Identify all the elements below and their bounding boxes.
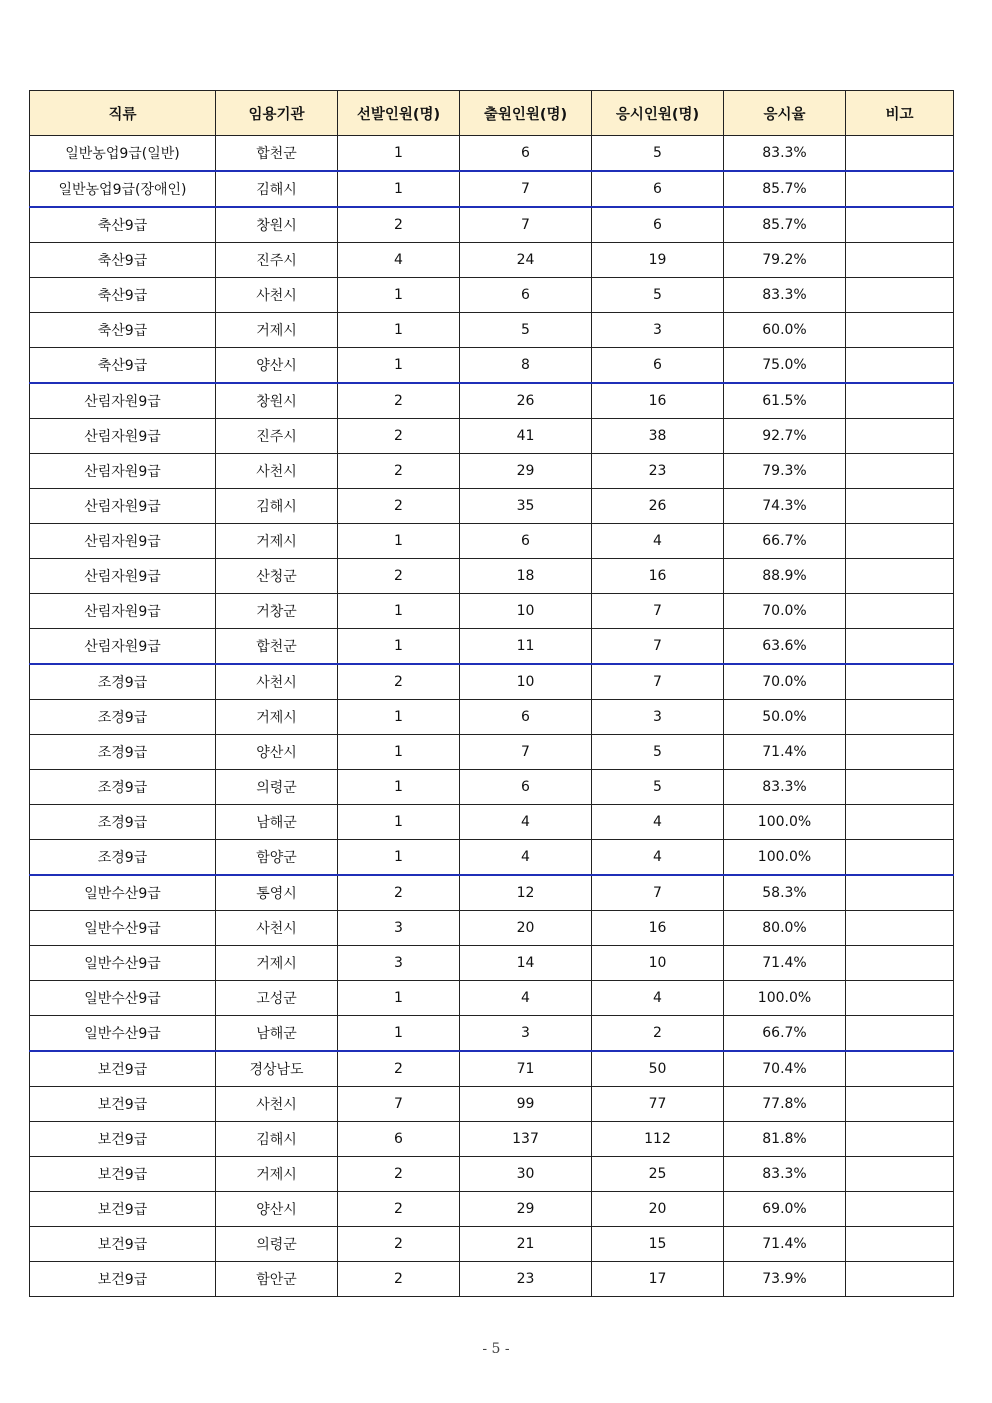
cell-selected: 2	[338, 419, 460, 454]
cell-note	[846, 1051, 954, 1087]
cell-job: 보건9급	[30, 1227, 216, 1262]
cell-agency: 양산시	[216, 1192, 338, 1227]
cell-note	[846, 911, 954, 946]
cell-job: 일반수산9급	[30, 1016, 216, 1052]
cell-agency: 의령군	[216, 1227, 338, 1262]
cell-note	[846, 629, 954, 665]
cell-agency: 거제시	[216, 313, 338, 348]
cell-took: 6	[592, 207, 724, 243]
cell-took: 7	[592, 664, 724, 700]
cell-note	[846, 278, 954, 313]
cell-applied: 10	[460, 664, 592, 700]
cell-note	[846, 348, 954, 384]
table-row	[30, 911, 954, 946]
cell-selected: 2	[338, 383, 460, 419]
cell-rate: 85.7%	[724, 207, 846, 243]
table-row	[30, 1227, 954, 1262]
cell-agency: 의령군	[216, 770, 338, 805]
cell-applied: 29	[460, 1192, 592, 1227]
cell-applied: 6	[460, 770, 592, 805]
cell-applied: 7	[460, 735, 592, 770]
cell-rate: 79.2%	[724, 243, 846, 278]
cell-job: 보건9급	[30, 1157, 216, 1192]
cell-note	[846, 524, 954, 559]
cell-rate: 50.0%	[724, 700, 846, 735]
cell-applied: 3	[460, 1016, 592, 1052]
cell-agency: 김해시	[216, 1122, 338, 1157]
cell-rate: 80.0%	[724, 911, 846, 946]
cell-rate: 88.9%	[724, 559, 846, 594]
cell-agency: 거제시	[216, 1157, 338, 1192]
cell-selected: 1	[338, 770, 460, 805]
table-row	[30, 171, 954, 207]
col-header-agency: 임용기관	[216, 91, 338, 136]
cell-rate: 100.0%	[724, 805, 846, 840]
table-row	[30, 1262, 954, 1297]
cell-rate: 81.8%	[724, 1122, 846, 1157]
cell-took: 3	[592, 313, 724, 348]
cell-note	[846, 489, 954, 524]
cell-applied: 21	[460, 1227, 592, 1262]
cell-job: 일반수산9급	[30, 875, 216, 911]
cell-took: 26	[592, 489, 724, 524]
cell-agency: 사천시	[216, 911, 338, 946]
table-row	[30, 1016, 954, 1052]
table-row	[30, 875, 954, 911]
table-row	[30, 1157, 954, 1192]
cell-selected: 1	[338, 594, 460, 629]
cell-job: 일반수산9급	[30, 911, 216, 946]
cell-agency: 경상남도	[216, 1051, 338, 1087]
cell-selected: 6	[338, 1122, 460, 1157]
table-row	[30, 594, 954, 629]
header-row	[30, 91, 954, 136]
cell-agency: 거제시	[216, 946, 338, 981]
col-header-job: 직류	[30, 91, 216, 136]
cell-applied: 14	[460, 946, 592, 981]
cell-selected: 2	[338, 1262, 460, 1297]
cell-note	[846, 875, 954, 911]
cell-rate: 70.4%	[724, 1051, 846, 1087]
cell-applied: 30	[460, 1157, 592, 1192]
cell-rate: 61.5%	[724, 383, 846, 419]
cell-rate: 70.0%	[724, 594, 846, 629]
cell-applied: 11	[460, 629, 592, 665]
cell-agency: 진주시	[216, 419, 338, 454]
col-header-rate: 응시율	[724, 91, 846, 136]
cell-took: 4	[592, 805, 724, 840]
cell-job: 산림자원9급	[30, 594, 216, 629]
cell-note	[846, 594, 954, 629]
cell-rate: 83.3%	[724, 1157, 846, 1192]
cell-job: 일반수산9급	[30, 981, 216, 1016]
cell-applied: 6	[460, 524, 592, 559]
table-row	[30, 700, 954, 735]
cell-job: 산림자원9급	[30, 419, 216, 454]
cell-note	[846, 454, 954, 489]
exam-statistics-table	[29, 90, 954, 1297]
cell-took: 5	[592, 136, 724, 172]
cell-job: 조경9급	[30, 664, 216, 700]
cell-applied: 7	[460, 207, 592, 243]
cell-job: 산림자원9급	[30, 383, 216, 419]
cell-rate: 74.3%	[724, 489, 846, 524]
cell-applied: 12	[460, 875, 592, 911]
col-header-note: 비고	[846, 91, 954, 136]
cell-applied: 10	[460, 594, 592, 629]
cell-took: 19	[592, 243, 724, 278]
table-row	[30, 1122, 954, 1157]
cell-note	[846, 419, 954, 454]
cell-rate: 75.0%	[724, 348, 846, 384]
cell-applied: 6	[460, 278, 592, 313]
cell-took: 15	[592, 1227, 724, 1262]
cell-applied: 26	[460, 383, 592, 419]
cell-note	[846, 805, 954, 840]
cell-agency: 고성군	[216, 981, 338, 1016]
cell-agency: 양산시	[216, 735, 338, 770]
cell-took: 5	[592, 735, 724, 770]
cell-took: 112	[592, 1122, 724, 1157]
table-row	[30, 770, 954, 805]
cell-agency: 산청군	[216, 559, 338, 594]
cell-took: 5	[592, 770, 724, 805]
cell-selected: 1	[338, 805, 460, 840]
cell-selected: 3	[338, 911, 460, 946]
cell-note	[846, 1192, 954, 1227]
cell-note	[846, 136, 954, 172]
cell-selected: 1	[338, 348, 460, 384]
cell-note	[846, 981, 954, 1016]
cell-took: 20	[592, 1192, 724, 1227]
cell-note	[846, 207, 954, 243]
cell-job: 조경9급	[30, 735, 216, 770]
col-header-selected: 선발인원(명)	[338, 91, 460, 136]
cell-applied: 4	[460, 840, 592, 876]
cell-job: 축산9급	[30, 278, 216, 313]
table-row	[30, 1051, 954, 1087]
cell-selected: 2	[338, 207, 460, 243]
cell-note	[846, 735, 954, 770]
cell-job: 조경9급	[30, 840, 216, 876]
cell-selected: 1	[338, 136, 460, 172]
cell-agency: 합천군	[216, 136, 338, 172]
cell-took: 17	[592, 1262, 724, 1297]
table-row	[30, 735, 954, 770]
cell-selected: 1	[338, 171, 460, 207]
cell-agency: 창원시	[216, 383, 338, 419]
cell-applied: 24	[460, 243, 592, 278]
cell-note	[846, 171, 954, 207]
cell-selected: 1	[338, 278, 460, 313]
table-row	[30, 946, 954, 981]
cell-applied: 8	[460, 348, 592, 384]
cell-selected: 1	[338, 524, 460, 559]
cell-selected: 1	[338, 629, 460, 665]
cell-applied: 20	[460, 911, 592, 946]
table-row	[30, 136, 954, 172]
cell-applied: 7	[460, 171, 592, 207]
cell-note	[846, 559, 954, 594]
cell-took: 16	[592, 559, 724, 594]
cell-took: 7	[592, 594, 724, 629]
cell-note	[846, 770, 954, 805]
cell-rate: 100.0%	[724, 840, 846, 876]
table-row	[30, 840, 954, 876]
cell-selected: 4	[338, 243, 460, 278]
cell-agency: 함안군	[216, 1262, 338, 1297]
cell-selected: 2	[338, 489, 460, 524]
cell-took: 2	[592, 1016, 724, 1052]
cell-job: 일반수산9급	[30, 946, 216, 981]
cell-agency: 창원시	[216, 207, 338, 243]
cell-agency: 거창군	[216, 594, 338, 629]
table-row	[30, 207, 954, 243]
cell-rate: 71.4%	[724, 1227, 846, 1262]
cell-rate: 66.7%	[724, 524, 846, 559]
cell-applied: 41	[460, 419, 592, 454]
cell-applied: 99	[460, 1087, 592, 1122]
cell-rate: 66.7%	[724, 1016, 846, 1052]
cell-job: 보건9급	[30, 1262, 216, 1297]
table-row	[30, 278, 954, 313]
cell-selected: 2	[338, 1192, 460, 1227]
cell-job: 산림자원9급	[30, 489, 216, 524]
cell-took: 16	[592, 383, 724, 419]
cell-selected: 2	[338, 1051, 460, 1087]
cell-note	[846, 1016, 954, 1052]
table-body	[30, 136, 954, 1297]
cell-applied: 4	[460, 981, 592, 1016]
cell-job: 보건9급	[30, 1192, 216, 1227]
cell-took: 4	[592, 840, 724, 876]
table-row	[30, 805, 954, 840]
cell-note	[846, 1087, 954, 1122]
cell-selected: 2	[338, 1157, 460, 1192]
cell-took: 5	[592, 278, 724, 313]
cell-note	[846, 1157, 954, 1192]
cell-took: 7	[592, 875, 724, 911]
cell-job: 축산9급	[30, 243, 216, 278]
cell-applied: 23	[460, 1262, 592, 1297]
table-row	[30, 981, 954, 1016]
cell-selected: 2	[338, 1227, 460, 1262]
table-row	[30, 559, 954, 594]
cell-took: 38	[592, 419, 724, 454]
cell-selected: 1	[338, 700, 460, 735]
cell-took: 7	[592, 629, 724, 665]
cell-took: 6	[592, 171, 724, 207]
cell-job: 산림자원9급	[30, 524, 216, 559]
table-row	[30, 1192, 954, 1227]
cell-applied: 6	[460, 136, 592, 172]
cell-job: 일반농업9급(장애인)	[30, 171, 216, 207]
cell-job: 조경9급	[30, 700, 216, 735]
cell-took: 16	[592, 911, 724, 946]
cell-rate: 60.0%	[724, 313, 846, 348]
cell-job: 축산9급	[30, 348, 216, 384]
cell-selected: 7	[338, 1087, 460, 1122]
cell-took: 23	[592, 454, 724, 489]
cell-selected: 3	[338, 946, 460, 981]
cell-selected: 2	[338, 875, 460, 911]
table-row	[30, 629, 954, 665]
cell-rate: 79.3%	[724, 454, 846, 489]
cell-note	[846, 383, 954, 419]
cell-rate: 63.6%	[724, 629, 846, 665]
cell-rate: 69.0%	[724, 1192, 846, 1227]
cell-job: 보건9급	[30, 1087, 216, 1122]
cell-rate: 83.3%	[724, 278, 846, 313]
cell-took: 50	[592, 1051, 724, 1087]
cell-rate: 85.7%	[724, 171, 846, 207]
cell-applied: 18	[460, 559, 592, 594]
cell-applied: 35	[460, 489, 592, 524]
cell-note	[846, 1227, 954, 1262]
cell-selected: 2	[338, 559, 460, 594]
cell-applied: 137	[460, 1122, 592, 1157]
cell-applied: 29	[460, 454, 592, 489]
cell-rate: 100.0%	[724, 981, 846, 1016]
cell-job: 조경9급	[30, 805, 216, 840]
cell-job: 일반농업9급(일반)	[30, 136, 216, 172]
cell-note	[846, 664, 954, 700]
cell-rate: 73.9%	[724, 1262, 846, 1297]
cell-selected: 1	[338, 1016, 460, 1052]
cell-took: 25	[592, 1157, 724, 1192]
cell-agency: 김해시	[216, 489, 338, 524]
cell-rate: 83.3%	[724, 136, 846, 172]
cell-selected: 2	[338, 454, 460, 489]
table-row	[30, 664, 954, 700]
cell-agency: 사천시	[216, 454, 338, 489]
table-row	[30, 454, 954, 489]
cell-rate: 92.7%	[724, 419, 846, 454]
cell-note	[846, 1122, 954, 1157]
cell-job: 보건9급	[30, 1122, 216, 1157]
table-row	[30, 1087, 954, 1122]
cell-agency: 함양군	[216, 840, 338, 876]
col-header-applied: 출원인원(명)	[460, 91, 592, 136]
cell-job: 축산9급	[30, 313, 216, 348]
cell-agency: 합천군	[216, 629, 338, 665]
table-row	[30, 313, 954, 348]
table-row	[30, 243, 954, 278]
cell-note	[846, 946, 954, 981]
col-header-took: 응시인원(명)	[592, 91, 724, 136]
table-row	[30, 489, 954, 524]
cell-selected: 1	[338, 840, 460, 876]
cell-note	[846, 243, 954, 278]
cell-took: 77	[592, 1087, 724, 1122]
cell-rate: 58.3%	[724, 875, 846, 911]
cell-took: 10	[592, 946, 724, 981]
cell-agency: 사천시	[216, 278, 338, 313]
table-row	[30, 383, 954, 419]
cell-job: 조경9급	[30, 770, 216, 805]
cell-rate: 70.0%	[724, 664, 846, 700]
cell-rate: 83.3%	[724, 770, 846, 805]
cell-agency: 양산시	[216, 348, 338, 384]
cell-job: 산림자원9급	[30, 454, 216, 489]
cell-note	[846, 700, 954, 735]
cell-agency: 통영시	[216, 875, 338, 911]
cell-took: 4	[592, 981, 724, 1016]
cell-agency: 사천시	[216, 1087, 338, 1122]
cell-took: 6	[592, 348, 724, 384]
cell-agency: 거제시	[216, 700, 338, 735]
cell-rate: 77.8%	[724, 1087, 846, 1122]
cell-rate: 71.4%	[724, 735, 846, 770]
cell-took: 4	[592, 524, 724, 559]
cell-agency: 거제시	[216, 524, 338, 559]
cell-applied: 4	[460, 805, 592, 840]
cell-applied: 5	[460, 313, 592, 348]
cell-applied: 71	[460, 1051, 592, 1087]
cell-agency: 김해시	[216, 171, 338, 207]
cell-agency: 진주시	[216, 243, 338, 278]
cell-rate: 71.4%	[724, 946, 846, 981]
cell-agency: 남해군	[216, 805, 338, 840]
cell-agency: 사천시	[216, 664, 338, 700]
table-row	[30, 419, 954, 454]
cell-job: 산림자원9급	[30, 559, 216, 594]
page-number: - 5 -	[482, 1341, 510, 1357]
cell-job: 보건9급	[30, 1051, 216, 1087]
cell-selected: 1	[338, 981, 460, 1016]
table-row	[30, 348, 954, 384]
cell-note	[846, 1262, 954, 1297]
cell-took: 3	[592, 700, 724, 735]
cell-job: 산림자원9급	[30, 629, 216, 665]
table-row	[30, 524, 954, 559]
cell-note	[846, 840, 954, 876]
cell-selected: 1	[338, 313, 460, 348]
cell-note	[846, 313, 954, 348]
cell-applied: 6	[460, 700, 592, 735]
cell-job: 축산9급	[30, 207, 216, 243]
cell-selected: 1	[338, 735, 460, 770]
cell-agency: 남해군	[216, 1016, 338, 1052]
cell-selected: 2	[338, 664, 460, 700]
